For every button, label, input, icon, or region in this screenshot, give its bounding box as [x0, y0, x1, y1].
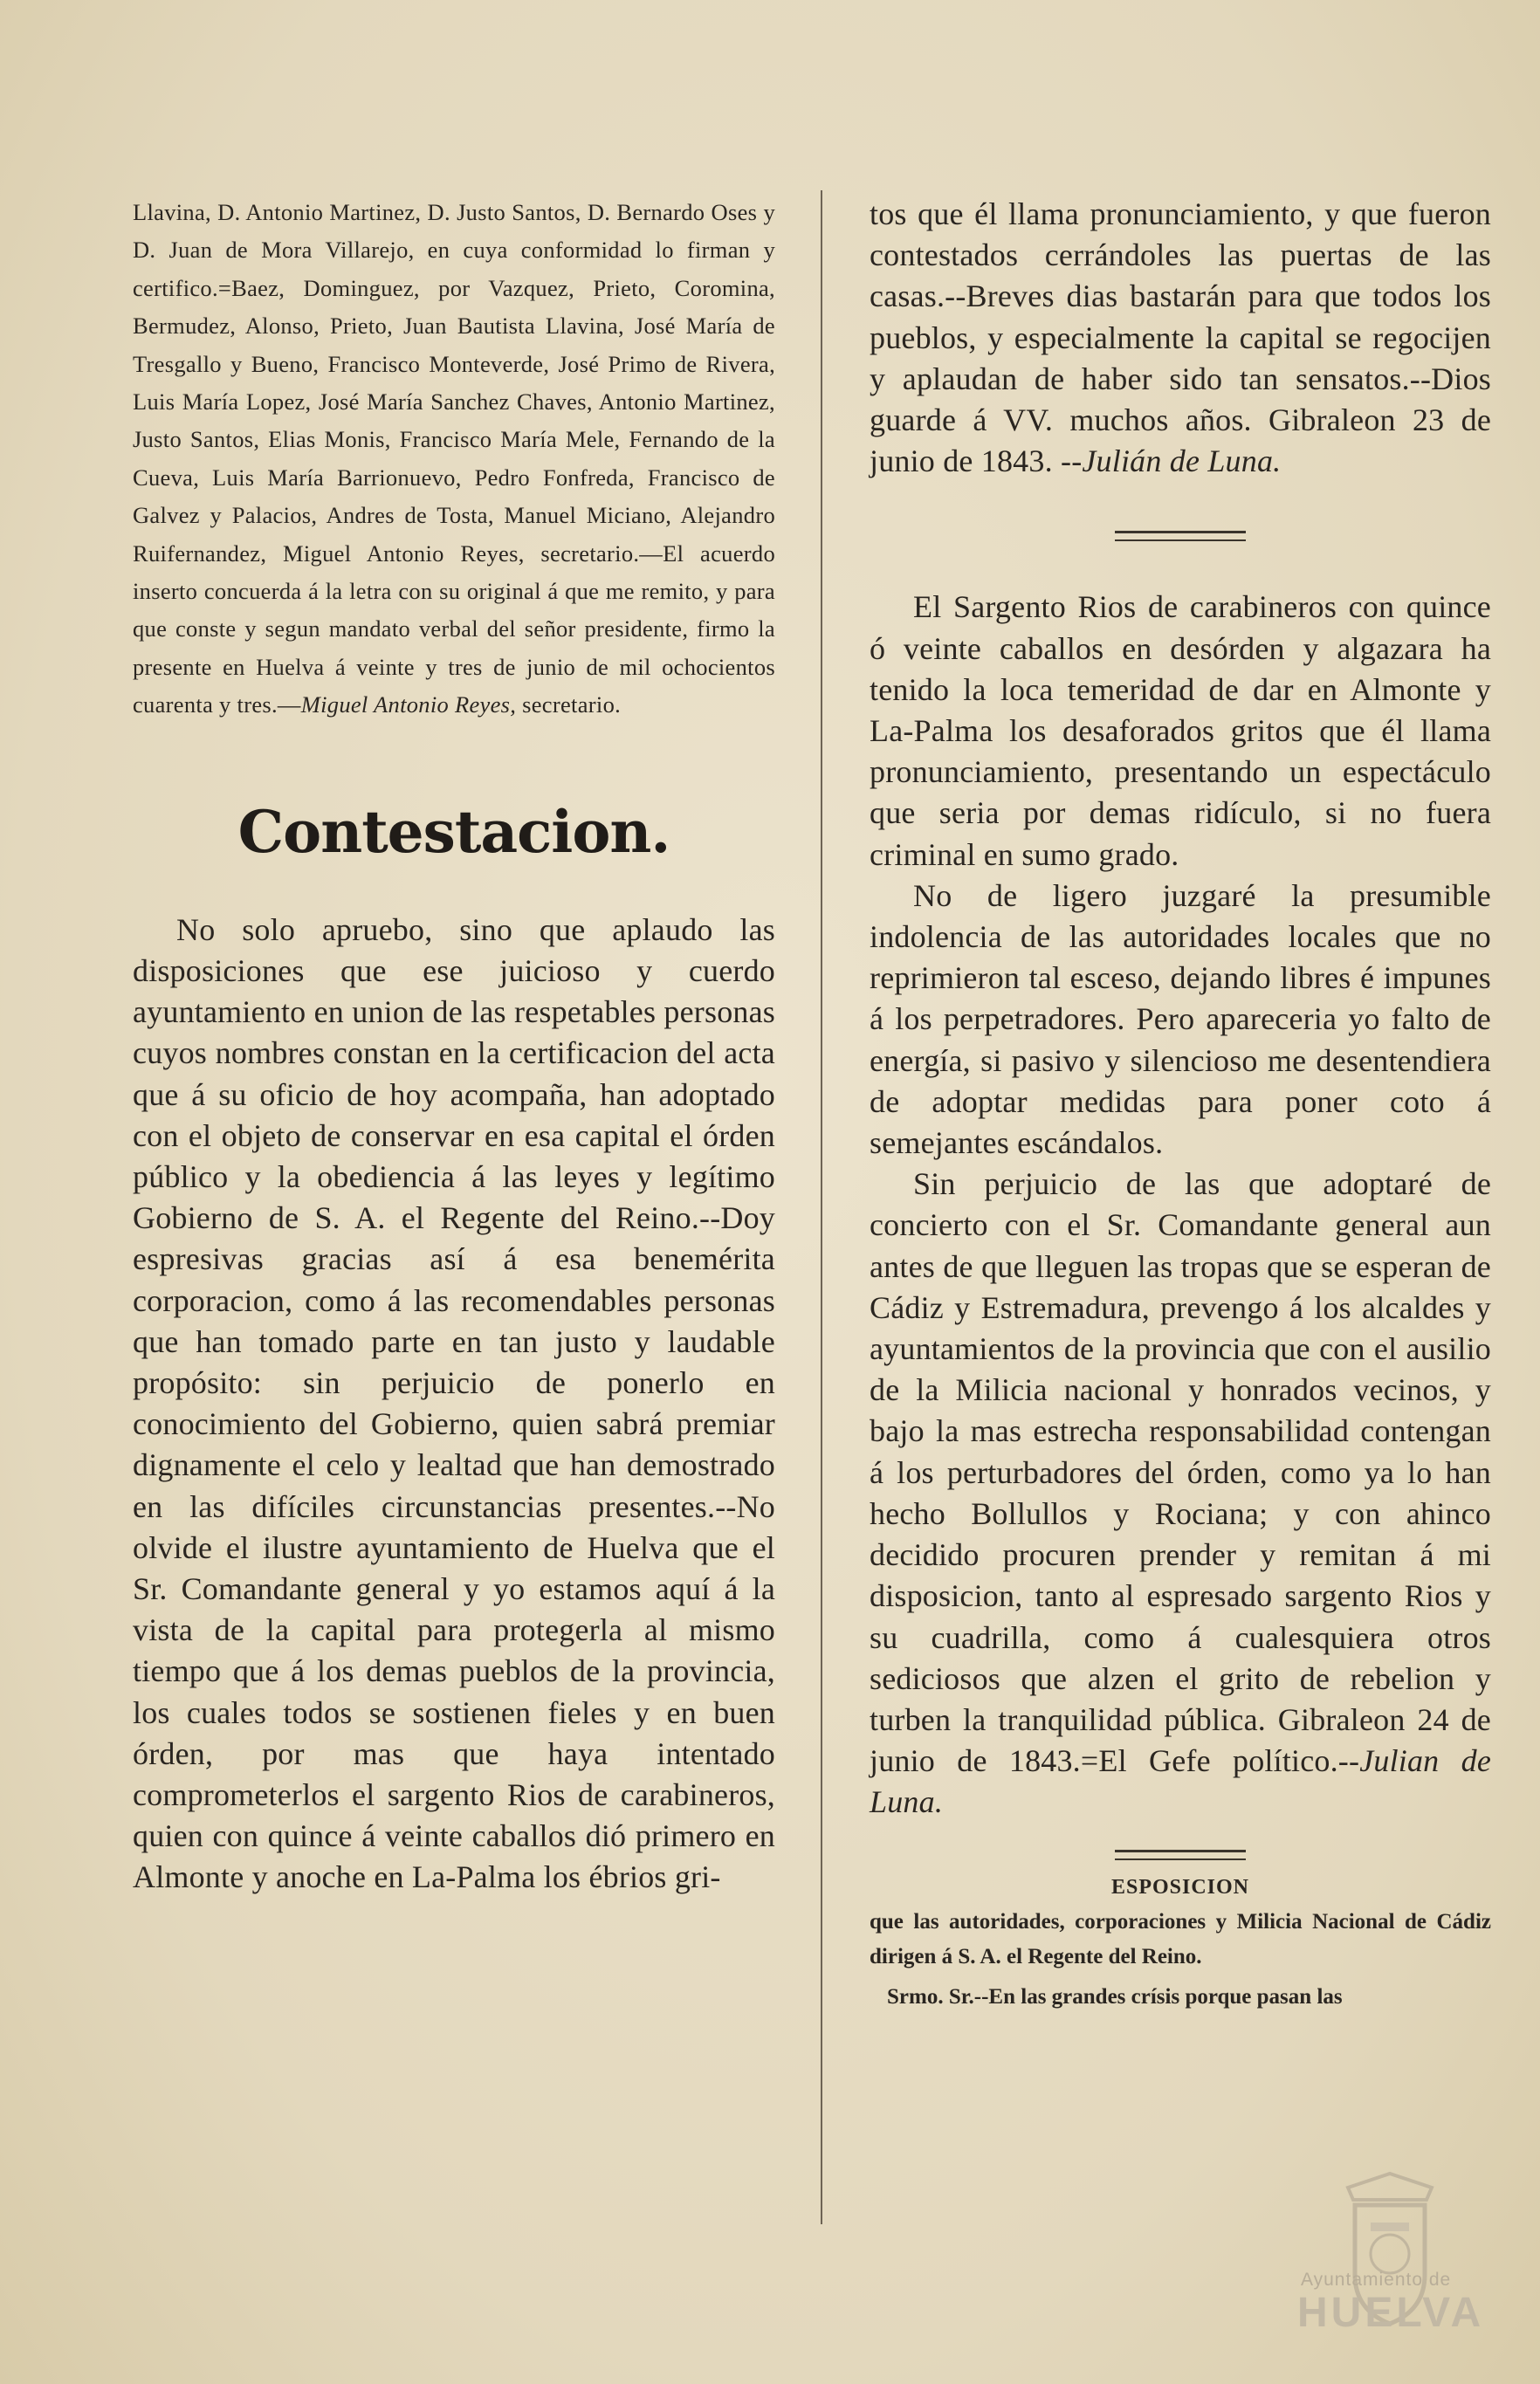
- proclamation-para-2: No de ligero juzgaré la presumible indolencia de las autoridades locales que no reprimieron tal esceso, dejando libres é impunes á los perpetradores. Pero apareceria yo falto de energía, si pasivo y silencioso me desentendiera de adoptar medidas para poner coto á semejantes escándalos.: [870, 877, 1491, 1161]
- section-divider: [1115, 531, 1246, 541]
- watermark-line-1: Ayuntamiento de: [1301, 2270, 1452, 2290]
- continuation-signature: --Julián de Luna.: [1061, 443, 1282, 479]
- left-column: [133, 194, 775, 1899]
- watermark-line-2: HUELVA: [1297, 2290, 1485, 2336]
- exposicion-subtitle: que las autoridades, corporaciones y Milicia Nacional de Cádiz dirigen á S. A. el Regente del Reino.: [870, 1909, 1491, 1968]
- right-column: [870, 194, 1491, 2015]
- certificate-suffix: secretario.: [516, 691, 622, 718]
- reply-text: No solo apruebo, sino que aplaudo las disposiciones que ese juicioso y cuerdo ayuntamiento en union de las respetables personas cuyos nombres constan en la certificacion del acta que á su oficio de hoy acompaña, han adoptado con el objeto de conservar en esa capital el órden público y la obediencia á las leyes y legítimo Gobierno de S. A. el Regente del Reino.--Doy espresivas gracias así á esa benemérita corporacion, como á las recomendables personas que han tomado parte en tan justo y laudable propósito: sin perjuicio de ponerlo en conocimiento del Gobierno, quien sabrá premiar dignamente el celo y lealtad que han demostrado en las difíciles circunstancias presentes.--No olvide el ilustre ayuntamiento de Huelva que el Sr. Comandante general y yo estamos aquí á la vista de la capital para protegerla al mismo tiempo que á los demas pueblos de la provincia, los cuales todos se sostienen fieles y en buen órden, por mas que haya intentado comprometerlos el sargento Rios de carabineros, quien con quince á veinte caballos dió primero en Almonte y anoche en La-Palma los ébrios gri-: [133, 911, 775, 1895]
- certificate-block: [133, 194, 775, 725]
- proclamation-signature: Julian de Luna.: [870, 1743, 1491, 1820]
- proclamation-para-1: El Sargento Rios de carabineros con quince ó veinte caballos en desórden y algazara ha tenido la loca temeridad de dar en Almonte y La-Palma los desaforados gritos que él llama pronunciamiento, presentando un espectáculo que seria por demas ridículo, si no fuera criminal en sumo grado.: [870, 589, 1491, 872]
- continuation-block: [870, 194, 1491, 482]
- certificate-signature: Miguel Antonio Reyes,: [300, 691, 517, 718]
- exposicion-title: ESPOSICION: [1110, 1875, 1250, 1899]
- proclamation-block: [870, 587, 1491, 1823]
- continuation-text: tos que él llama pronunciamiento, y que fueron contestados cerrándoles las puertas de las casas.--Breves dias bastarán para que todos los pueblos, y especialmente la capital se regocijen y aplaudan de haber sido tan sensatos.--Dios guarde á VV. muchos años. Gibraleon 23 de junio de 1843.: [870, 196, 1491, 479]
- section-heading: Contestacion.: [237, 797, 670, 866]
- column-divider: [821, 190, 822, 2224]
- reply-block: [133, 910, 775, 1899]
- exposicion-start: Srmo. Sr.--En las grandes crísis porque pasan las: [887, 1984, 1343, 2009]
- proclamation-para-3: Sin perjuicio de las que adoptaré de concierto con el Sr. Comandante general aun antes de que lleguen las tropas que se esperan de Cádiz y Estremadura, prevengo á los alcaldes y ayuntamientos de la provincia que con el ausilio de la Milicia nacional y honrados vecinos, y bajo la mas estrecha responsabilidad contengan á los perturbadores del órden, como ya lo han hecho Bollullos y Rociana; y con ahinco decidido procuren prender y remitan á mi disposicion, tanto al espresado sargento Rios y su cuadrilla, como á cualesquiera otros sediciosos que alzen el grito de rebelion y turben la tranquilidad pública. Gibraleon 24 de junio de 1843.=El Gefe político.--: [870, 1166, 1491, 1779]
- exposicion-body: [870, 1905, 1491, 2015]
- certificate-text: Llavina, D. Antonio Martinez, D. Justo Santos, D. Bernardo Oses y D. Juan de Mora Villarejo, en cuya conformidad lo firman y certifico.=Baez, Dominguez, por Vazquez, Prieto, Coromina, Bermudez, Alonso, Prieto, Juan Bautista Llavina, José María de Tresgallo y Bueno, Francisco Monteverde, José Primo de Rivera, Luis María Lopez, José María Sanchez Chaves, Antonio Martinez, Justo Santos, Elias Monis, Francisco María Mele, Fernando de la Cueva, Luis María Barrionuevo, Pedro Fonfreda, Francisco de Galvez y Palacios, Andres de Tosta, Manuel Miciano, Alejandro Ruifernandez, Miguel Antonio Reyes, secretario.—El acuerdo inserto concuerda á la letra con su original á que me remito, y para que conste y segun mandato verbal del señor presidente, firmo la presente en Huelva á veinte y tres de junio de mil ochocientos cuarenta y tres.—: [133, 199, 775, 718]
- section-divider-2: [1115, 1850, 1246, 1860]
